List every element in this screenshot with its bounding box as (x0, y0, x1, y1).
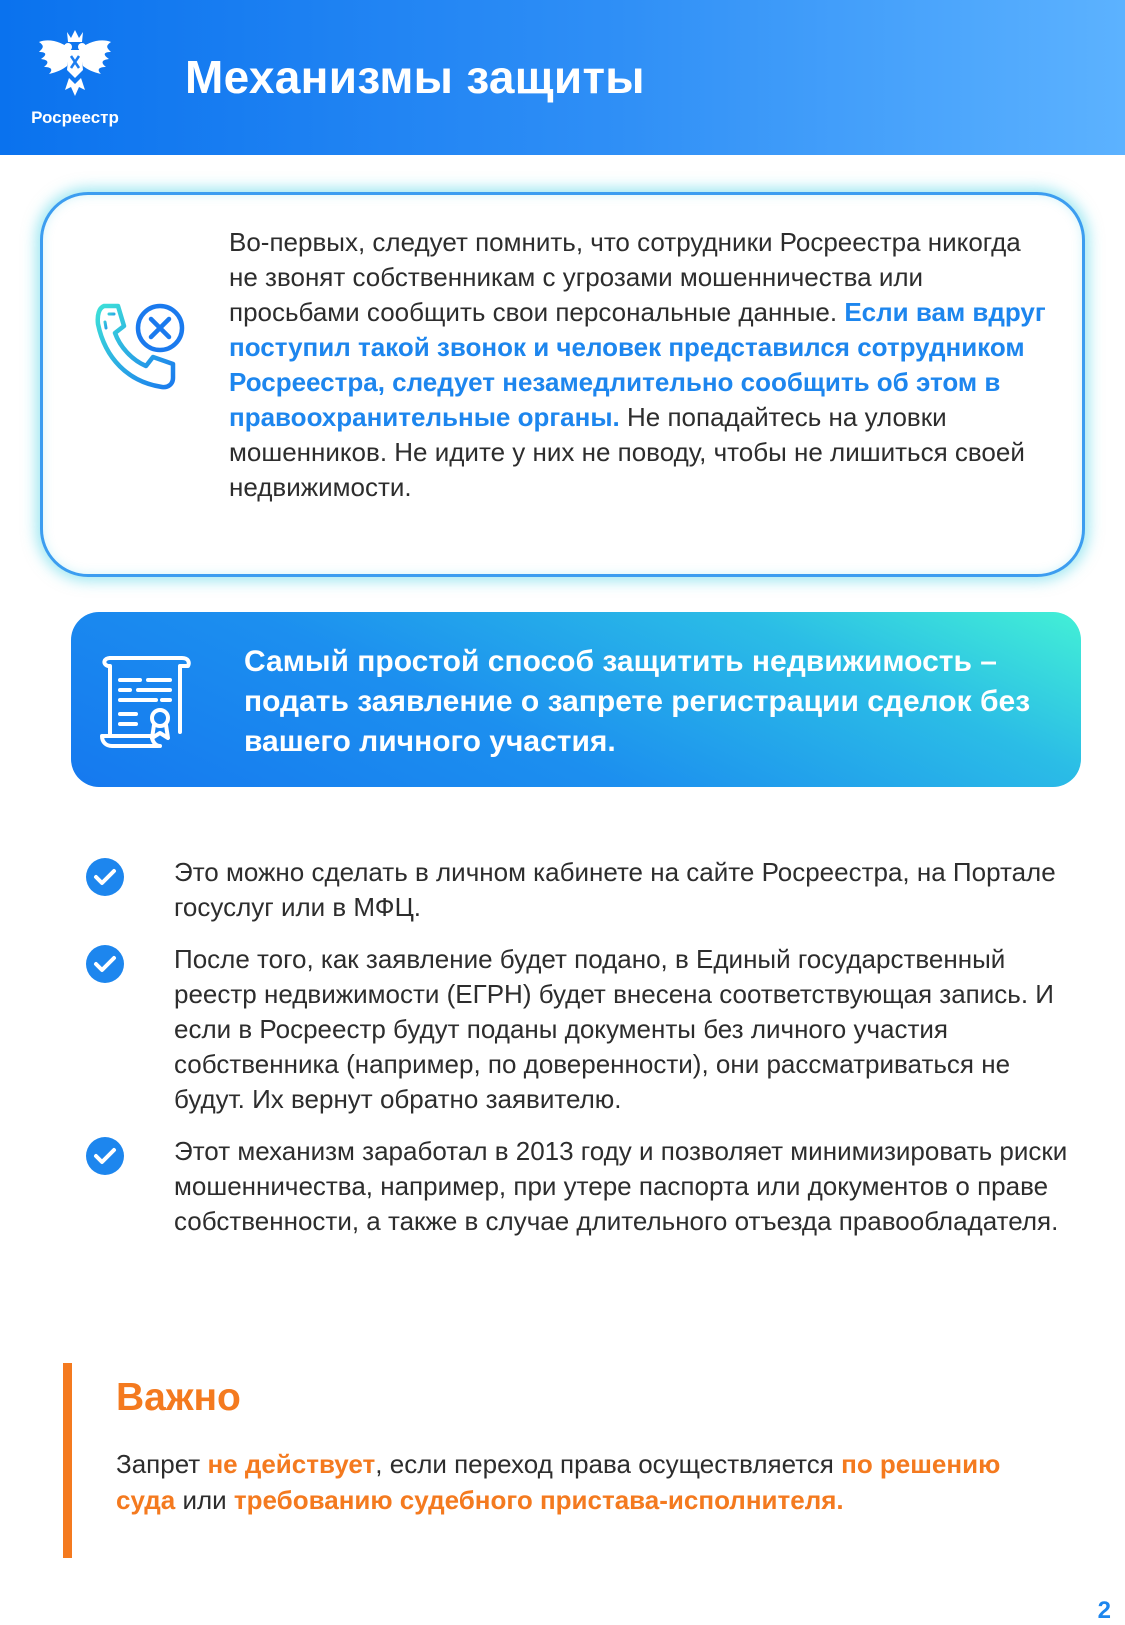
logo-text: Росреестр (31, 108, 119, 127)
list-item (85, 942, 1085, 1117)
list-item (85, 855, 1085, 925)
accent-bar (63, 1363, 72, 1558)
phone-cancel-icon (90, 300, 190, 400)
list-item-text: Это можно сделать в личном кабинете на сайте Росреестра, на Портале госуслуг или в МФЦ. (174, 857, 1056, 922)
important-text-part: , если переход права осуществляется (375, 1449, 842, 1479)
warning-text-highlight: Если вам вдруг поступил такой звонок и человек представился сотрудником Росреестра, следует незамедлительно сообщить об этом в правоохранительные органы. (229, 297, 1046, 432)
bullet-list (85, 855, 1085, 1256)
important-highlight: не действует (207, 1449, 376, 1479)
important-text (116, 1446, 1016, 1518)
check-circle-icon (85, 1136, 125, 1176)
rosreestr-logo (25, 24, 125, 134)
important-title: Важно (116, 1376, 241, 1419)
banner-text: Самый простой способ защитить недвижимость – подать заявление о запрете регистрации сделок без вашего личного участия. (244, 645, 1031, 758)
warning-card (40, 192, 1085, 577)
important-highlight: требованию судебного пристава-исполнителя. (233, 1485, 844, 1515)
check-circle-icon (85, 944, 125, 984)
important-highlight: по решению суда (116, 1449, 1001, 1515)
list-item-text: После того, как заявление будет подано, в Единый государственный реестр недвижимости (ЕГРН) будет внесена соответствующая запись. И если в Росреестр будут поданы документы без личного участия собственника (например, по доверенности), они рассматриваться не будут. Их вернут обратно заявителю. (174, 944, 1054, 1114)
document-certificate-icon (96, 652, 196, 752)
eagle-emblem-icon (35, 24, 115, 104)
important-note (63, 1363, 1063, 1558)
check-circle-icon (85, 857, 125, 897)
page-number: 2 (1097, 1597, 1111, 1624)
list-item-text: Этот механизм заработал в 2013 году и позволяет минимизировать риски мошенничества, например, при утере паспорта или документов о праве собственности, а также в случае длительного отъезда правообладателя. (174, 1136, 1068, 1236)
warning-text-end: Не попадайтесь на уловки мошенников. Не идите у них не поводу, чтобы не лишиться своей недвижимости. (229, 402, 1025, 502)
important-text-part: или (175, 1485, 234, 1515)
important-text-part: Запрет (116, 1449, 208, 1479)
warning-text-start: Во-первых, следует помнить, что сотрудники Росреестра никогда не звонят собственникам с угрозами мошенничества или просьбами сообщить свои персональные данные. (229, 227, 1021, 327)
highlight-banner (71, 612, 1081, 787)
header-bar (0, 0, 1125, 155)
page-title: Механизмы защиты (185, 51, 645, 103)
warning-text (229, 225, 1049, 505)
list-item (85, 1134, 1085, 1239)
